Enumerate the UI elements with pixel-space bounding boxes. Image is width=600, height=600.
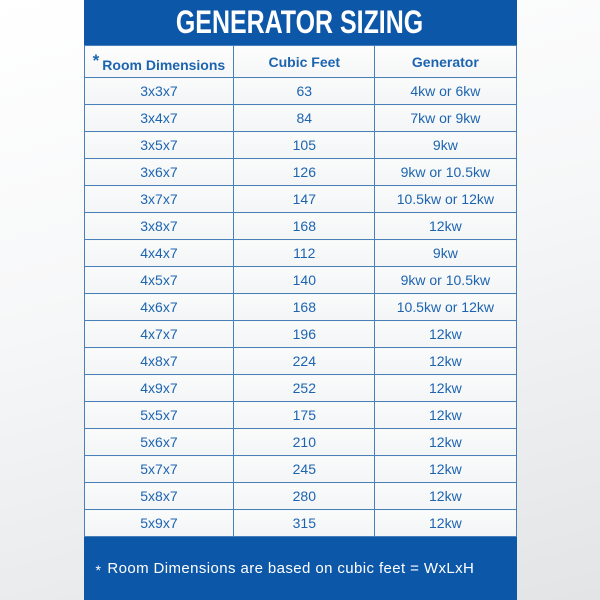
asterisk-icon: * <box>92 50 100 70</box>
table-row <box>84 429 516 456</box>
cubic-feet-cell: 168 <box>234 294 375 321</box>
cubic-feet-cell: 245 <box>234 456 375 483</box>
generator-cell: 9kw <box>375 240 516 267</box>
cubic-feet-cell: 147 <box>234 186 375 213</box>
cubic-feet-cell: 112 <box>234 240 375 267</box>
generator-cell: 12kw <box>375 213 516 240</box>
cubic-feet-cell: 126 <box>234 159 375 186</box>
generator-cell: 10.5kw or 12kw <box>375 294 516 321</box>
page-title: GENERATOR SIZING <box>176 4 424 40</box>
room-dimensions-cell: 4x4x7 <box>84 240 234 267</box>
table-row <box>84 132 516 159</box>
table-row <box>84 213 516 240</box>
table-row <box>84 510 516 537</box>
cubic-feet-cell: 63 <box>234 78 375 105</box>
room-dimensions-cell: 5x7x7 <box>84 456 234 483</box>
asterisk-icon: * <box>95 562 102 578</box>
generator-cell: 12kw <box>375 402 516 429</box>
generator-cell: 12kw <box>375 456 516 483</box>
cubic-feet-cell: 280 <box>234 483 375 510</box>
generator-sizing-panel <box>84 0 517 600</box>
cubic-feet-cell: 210 <box>234 429 375 456</box>
footer-band <box>84 537 517 600</box>
cubic-feet-cell: 84 <box>234 105 375 132</box>
room-dimensions-cell: 5x6x7 <box>84 429 234 456</box>
room-dimensions-cell: 4x7x7 <box>84 321 234 348</box>
column-header-room-dimensions-label: Room Dimensions <box>102 56 226 73</box>
generator-cell: 12kw <box>375 510 516 537</box>
table-row <box>84 105 516 132</box>
room-dimensions-cell: 4x5x7 <box>84 267 234 294</box>
generator-cell: 12kw <box>375 483 516 510</box>
title-band <box>84 0 517 45</box>
table-row <box>84 348 516 375</box>
generator-cell: 12kw <box>375 429 516 456</box>
room-dimensions-cell: 3x6x7 <box>84 159 234 186</box>
room-dimensions-cell: 3x8x7 <box>84 213 234 240</box>
generator-cell: 12kw <box>375 321 516 348</box>
room-dimensions-cell: 4x9x7 <box>84 375 234 402</box>
footnote <box>96 560 475 577</box>
generator-sizing-table <box>84 45 517 537</box>
table-row <box>84 294 516 321</box>
table-row <box>84 402 516 429</box>
generator-cell: 7kw or 9kw <box>375 105 516 132</box>
generator-cell: 10.5kw or 12kw <box>375 186 516 213</box>
table-row <box>84 159 516 186</box>
room-dimensions-cell: 5x5x7 <box>84 402 234 429</box>
table-row <box>84 240 516 267</box>
column-header-cubic-feet: Cubic Feet <box>234 46 375 78</box>
column-header-generator: Generator <box>375 46 516 78</box>
table-header-row <box>84 46 516 78</box>
table-row <box>84 483 516 510</box>
cubic-feet-cell: 315 <box>234 510 375 537</box>
room-dimensions-cell: 5x8x7 <box>84 483 234 510</box>
room-dimensions-cell: 3x3x7 <box>84 78 234 105</box>
room-dimensions-cell: 3x4x7 <box>84 105 234 132</box>
room-dimensions-cell: 3x7x7 <box>84 186 234 213</box>
footnote-text: Room Dimensions are based on cubic feet = WxLxH <box>107 560 475 577</box>
table-body <box>84 78 516 537</box>
table-row <box>84 186 516 213</box>
room-dimensions-cell: 4x6x7 <box>84 294 234 321</box>
room-dimensions-cell: 4x8x7 <box>84 348 234 375</box>
column-header-room-dimensions <box>84 46 234 78</box>
cubic-feet-cell: 175 <box>234 402 375 429</box>
cubic-feet-cell: 168 <box>234 213 375 240</box>
generator-cell: 9kw or 10.5kw <box>375 159 516 186</box>
cubic-feet-cell: 252 <box>234 375 375 402</box>
table-row <box>84 78 516 105</box>
room-dimensions-cell: 5x9x7 <box>84 510 234 537</box>
cubic-feet-cell: 196 <box>234 321 375 348</box>
cubic-feet-cell: 224 <box>234 348 375 375</box>
cubic-feet-cell: 140 <box>234 267 375 294</box>
table-row <box>84 375 516 402</box>
generator-cell: 12kw <box>375 375 516 402</box>
generator-cell: 9kw or 10.5kw <box>375 267 516 294</box>
generator-cell: 12kw <box>375 348 516 375</box>
generator-cell: 4kw or 6kw <box>375 78 516 105</box>
generator-cell: 9kw <box>375 132 516 159</box>
cubic-feet-cell: 105 <box>234 132 375 159</box>
table-row <box>84 456 516 483</box>
table-row <box>84 267 516 294</box>
table-row <box>84 321 516 348</box>
room-dimensions-cell: 3x5x7 <box>84 132 234 159</box>
